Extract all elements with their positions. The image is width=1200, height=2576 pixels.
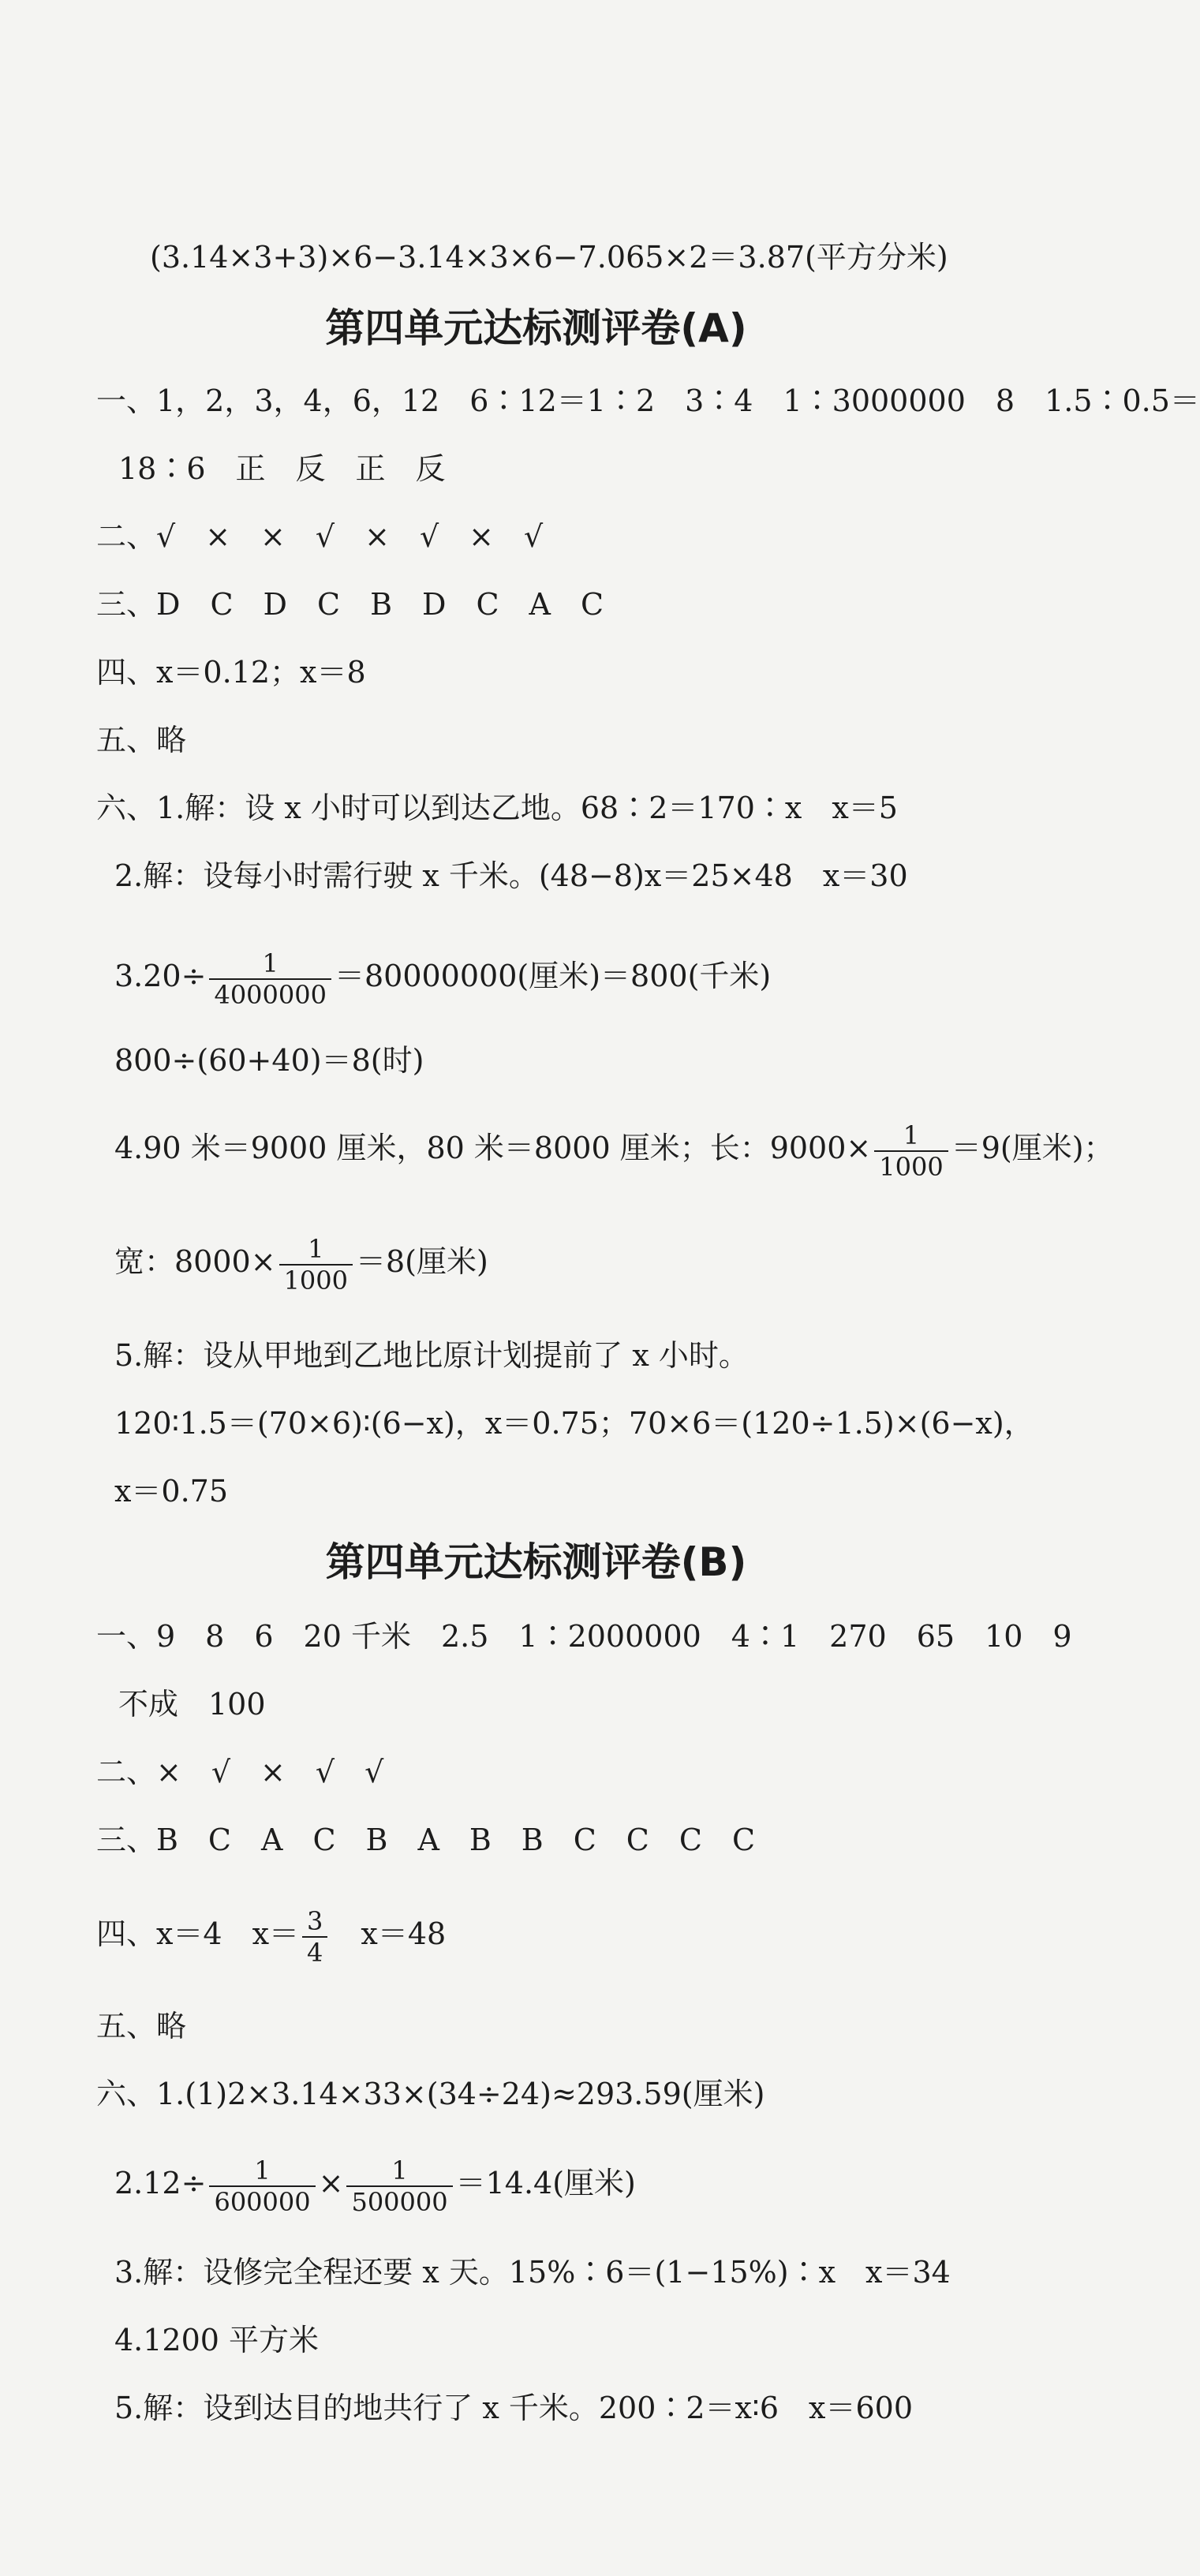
a-q6-3 [114,940,771,1011]
b-q6-5: 5.解：设到达目的地共行了 x 千米。200∶2＝x∶6 x＝600 [114,2391,914,2425]
fraction-numerator: 1 [903,1120,920,1150]
a-q2: 二、√ × × √ × √ × √ [96,519,544,554]
fraction-numerator: 1 [254,2155,271,2185]
a-q1-line1: 一、1，2，3，4，6，12 6∶12＝1∶2 3∶4 1∶3000000 8 1.5∶0.5＝ [96,383,1200,418]
fraction-denominator: 1000 [874,1150,948,1182]
a-q6-1: 六、1.解：设 x 小时可以到达乙地。68∶2＝170∶x x＝5 [96,791,898,825]
a-q3: 三、D C D C B D C A C [96,587,604,622]
a-q6-3-fraction [209,948,331,1010]
a-q1-line2: 18∶6 正 反 正 反 [118,451,446,486]
fraction-denominator: 4000000 [209,978,331,1010]
b-q1-line1: 一、9 8 6 20 千米 2.5 1∶2000000 4∶1 270 65 10 9 [96,1619,1072,1654]
b-q2: 二、× √ × √ √ [96,1755,384,1789]
a-q6-4b-fraction [279,1234,353,1295]
a-q6-5: 5.解：设从甲地到乙地比原计划提前了 x 小时。 [114,1338,749,1373]
a-q6-3b: 800÷(60+40)＝8(时) [114,1043,424,1078]
b-q4-post: x＝48 [331,1916,447,1951]
a-q6-3-pre: 3.20÷ [114,959,207,993]
a-q6-4b-post: ＝8(厘米) [356,1244,488,1279]
fraction-numerator: 1 [308,1233,324,1264]
a-q4: 四、x＝0.12；x＝8 [96,655,366,690]
a-q6-5c: x＝0.75 [114,1474,229,1509]
a-q5: 五、略 [96,723,187,757]
header-equation: (3.14×3+3)×6−3.14×3×6−7.065×2＝3.87(平方分米) [150,240,948,275]
b-q5: 五、略 [96,2009,187,2043]
fraction-denominator: 600000 [209,2185,315,2217]
b-q6-2 [114,2148,636,2219]
a-q6-4-fraction [874,1120,948,1182]
b-q6-3: 3.解：设修完全程还要 x 天。15%∶6＝(1−15%)∶x x＝34 [114,2255,951,2290]
b-q6-2-mid: × [318,2166,344,2200]
a-q6-4-pre: 4.90 米＝9000 厘米，80 米＝8000 厘米；长：9000× [114,1131,872,1165]
fraction-denominator: 500000 [346,2185,452,2217]
b-q6-4: 4.1200 平方米 [114,2323,320,2357]
a-q6-4b [114,1226,488,1297]
section-a-title: 第四单元达标测评卷(A) [325,305,747,351]
b-q6-2-post: ＝14.4(厘米) [455,2166,636,2200]
fraction-numerator: 3 [307,1905,323,1936]
a-q6-2: 2.解：设每小时需行驶 x 千米。(48−8)x＝25×48 x＝30 [114,858,908,893]
section-b-title: 第四单元达标测评卷(B) [325,1539,747,1585]
fraction-numerator: 1 [262,948,279,978]
a-q6-4-post: ＝9(厘米)； [951,1131,1114,1165]
a-q6-3-post: ＝80000000(厘米)＝800(千米) [334,959,772,993]
b-q6-2-fraction-2 [346,2155,452,2217]
b-q6-2-fraction-1 [209,2155,315,2217]
fraction-numerator: 1 [391,2155,408,2185]
a-q6-5b: 120∶1.5＝(70×6)∶(6−x)，x＝0.75；70×6＝(120÷1.5)×(6−x)， [114,1406,1034,1441]
b-q4-fraction [302,1906,327,1968]
a-q6-4b-pre: 宽：8000× [114,1244,276,1279]
b-q6-1: 六、1.(1)2×3.14×33×(34÷24)≈293.59(厘米) [96,2077,765,2111]
b-q1-line2: 不成 100 [118,1687,266,1722]
b-q3: 三、B C A C B A B B C C C C [96,1823,756,1857]
a-q6-4 [114,1112,1114,1183]
b-q4-pre: 四、x＝4 x＝ [96,1916,300,1951]
b-q4 [96,1898,446,1969]
fraction-denominator: 4 [302,1936,327,1968]
fraction-denominator: 1000 [279,1264,353,1295]
b-q6-2-pre: 2.12÷ [114,2166,207,2200]
